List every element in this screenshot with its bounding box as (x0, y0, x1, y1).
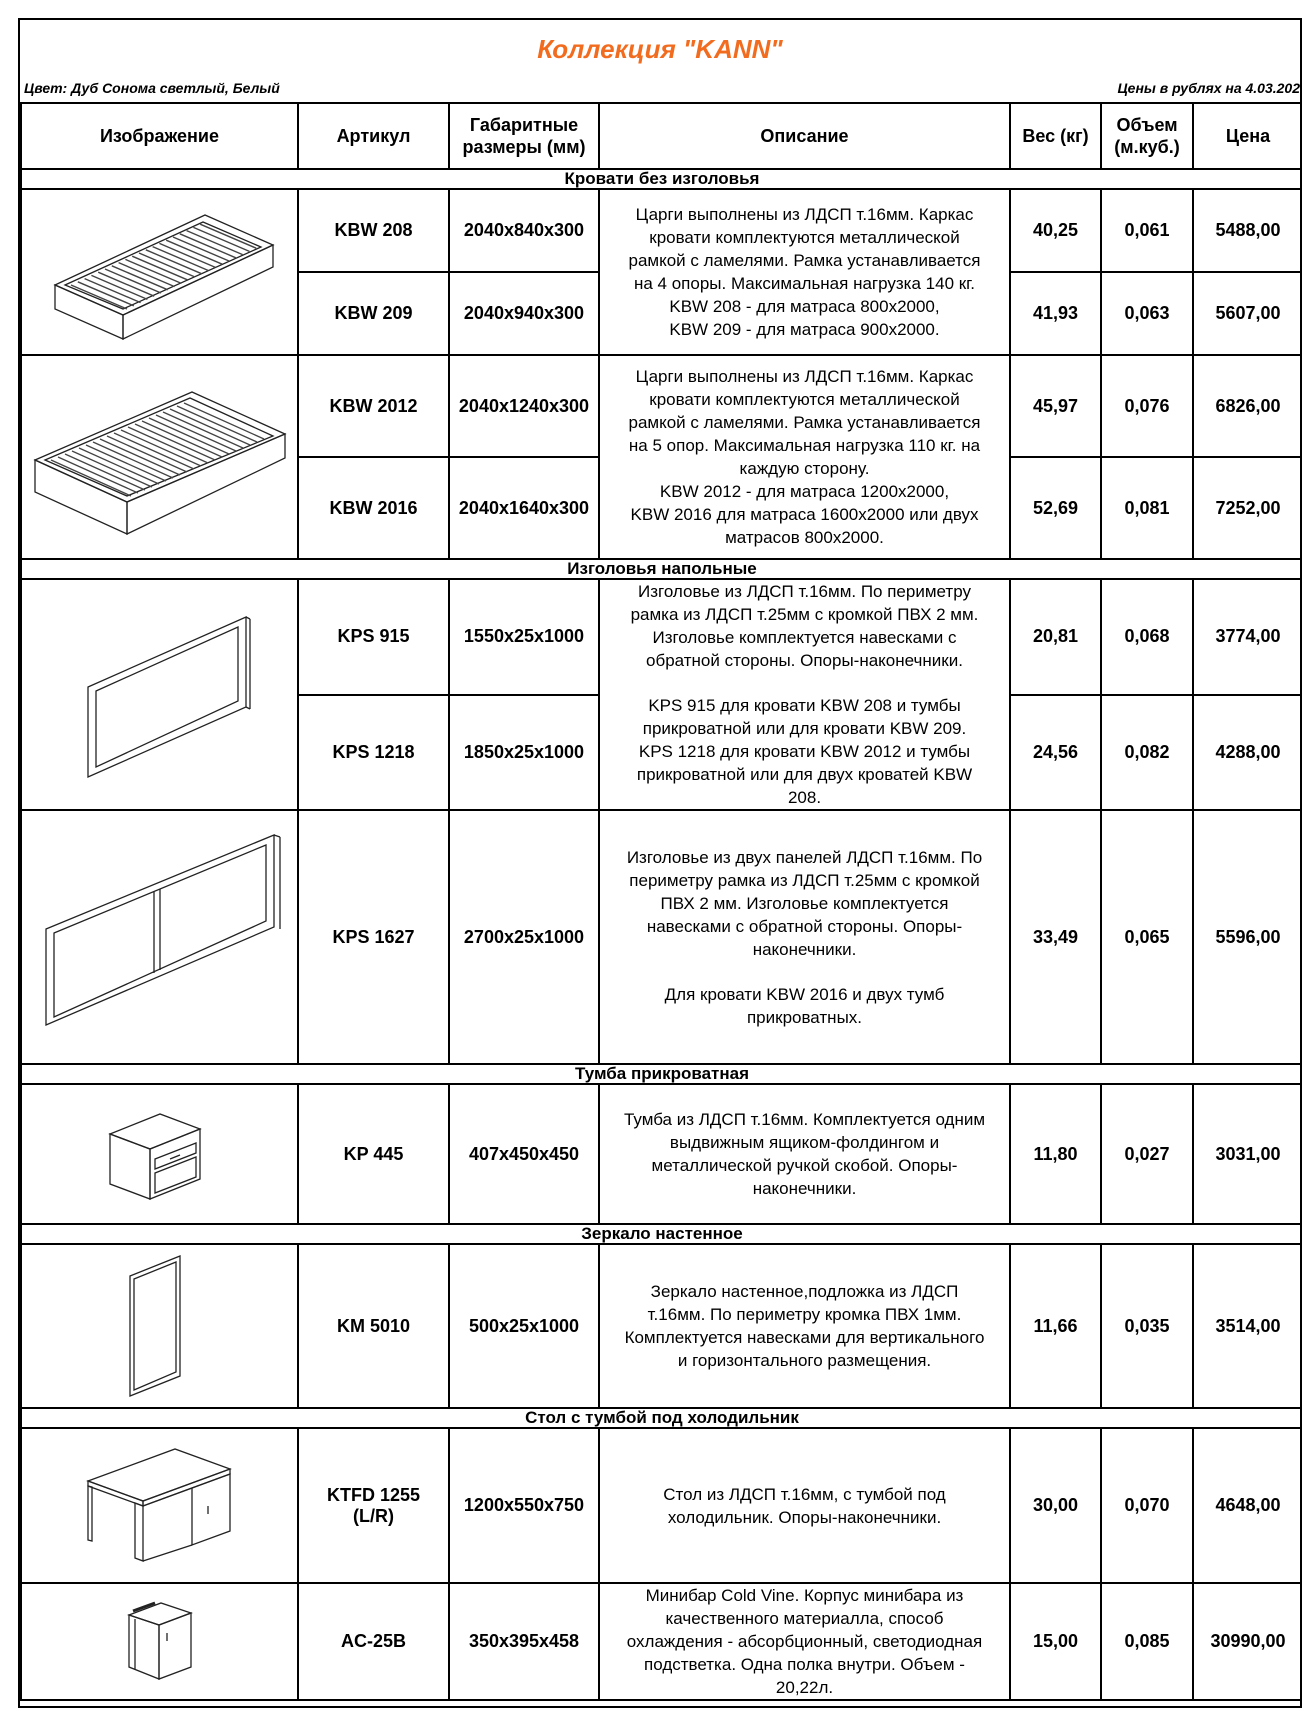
size-km5010: 500x25x1000 (449, 1244, 599, 1408)
desc-line: и горизонтального размещения. (677, 1351, 932, 1370)
desc-line: KPS 915 для кровати KBW 208 и тумбы (648, 696, 961, 715)
desc-line: прикроватной или для кровати KBW 209. (642, 719, 967, 738)
desc-line: KBW 208 - для матраса 800х2000, (669, 297, 940, 316)
desk-image (21, 1428, 298, 1583)
article-kp445: KP 445 (298, 1084, 449, 1224)
nightstand-image (21, 1084, 298, 1224)
nightstand-icon (100, 1099, 220, 1209)
desc-line: каждую сторону. (739, 459, 870, 478)
desc-line: качественного материалла, способ (665, 1609, 944, 1628)
slat-line (98, 272, 154, 296)
price-kps1627: 5596,00 (1193, 810, 1302, 1064)
desc-line: 20,22л. (775, 1678, 834, 1697)
desc-line: на 4 опоры. Максимальная нагрузка 140 кг. (633, 274, 976, 293)
slat-line (159, 243, 215, 267)
desc-line: прикроватных. (746, 1007, 863, 1027)
collection-title: Коллекция "KANN" (537, 34, 783, 64)
price-table (20, 102, 1302, 1701)
article-ktfd1255 (298, 1428, 449, 1583)
article-line: (L/R) (353, 1505, 394, 1526)
description-ac25b (599, 1583, 1010, 1700)
desc-line: Царги выполнены из ЛДСП т.16мм. Каркас (635, 367, 974, 386)
size-ac25b: 350x395x458 (449, 1583, 599, 1700)
table-row (21, 1583, 1302, 1700)
table-row (21, 355, 1302, 457)
desc-line: KPS 1218 для кровати KBW 2012 и тумбы (638, 742, 971, 761)
volume-header-line1: Объем (1116, 115, 1178, 135)
desc-line: т.16мм. По периметру кромка ПВХ 1мм. (647, 1305, 962, 1324)
headboard-single-image (21, 579, 298, 810)
weight-kbw2016: 52,69 (1010, 457, 1101, 559)
col-image-header: Изображение (21, 103, 298, 169)
table-row (21, 1428, 1302, 1583)
size-kbw2012: 2040x1240x300 (449, 355, 599, 457)
weight-ac25b: 15,00 (1010, 1583, 1101, 1700)
desc-line: Изголовье из двух панелей ЛДСП т.16мм. По (626, 847, 983, 867)
desc-line: навесками с обратной стороны. Опоры- (646, 916, 963, 936)
section-desk: Стол с тумбой под холодильник (21, 1408, 1302, 1428)
weight-kps915: 20,81 (1010, 579, 1101, 695)
volume-kbw208: 0,061 (1101, 189, 1193, 272)
weight-kps1218: 24,56 (1010, 695, 1101, 811)
desc-line: на 5 опор. Максимальная нагрузка 110 кг. на (628, 436, 981, 455)
color-note: Цвет: Дуб Сонома светлый, Белый (24, 80, 280, 96)
size-kbw2016: 2040x1640x300 (449, 457, 599, 559)
weight-kbw209: 41,93 (1010, 272, 1101, 355)
article-km5010: KM 5010 (298, 1244, 449, 1408)
desc-line: Тумба из ЛДСП т.16мм. Комплектуется одним (623, 1110, 986, 1129)
double-headboard-icon (30, 817, 290, 1057)
section-headboards: Изголовья напольные (21, 559, 1302, 579)
price-date-note: Цены в рублях на 4.03.202 (1117, 80, 1300, 96)
slat-line (152, 247, 208, 271)
price-kbw2012: 6826,00 (1193, 355, 1302, 457)
size-kbw208: 2040x840x300 (449, 189, 599, 272)
article-kps915: KPS 915 (298, 579, 449, 695)
desc-line: наконечники. (752, 1179, 857, 1198)
price-kp445: 3031,00 (1193, 1084, 1302, 1224)
description-beds-large (599, 355, 1010, 559)
price-kbw209: 5607,00 (1193, 272, 1302, 355)
desc-line: Изголовье комплектуется навесками с (652, 628, 957, 647)
bed-single-image (21, 189, 298, 355)
col-description-header: Описание (599, 103, 1010, 169)
slat-line (132, 256, 188, 280)
article-line: KTFD 1255 (326, 1484, 421, 1505)
minibar-icon (115, 1597, 205, 1687)
desc-line: Стол из ЛДСП т.16мм, с тумбой под (663, 1484, 946, 1504)
article-kps1218: KPS 1218 (298, 695, 449, 811)
description-km5010 (599, 1244, 1010, 1408)
slat-line (145, 250, 201, 274)
price-kps915: 3774,00 (1193, 579, 1302, 695)
weight-ktfd1255: 30,00 (1010, 1428, 1101, 1583)
desc-line: KBW 209 - для матраса 900х2000. (669, 320, 940, 339)
slat-line (179, 234, 235, 258)
slat-line (111, 266, 167, 290)
weight-kps1627: 33,49 (1010, 810, 1101, 1064)
table-row (21, 1084, 1302, 1224)
table-row (21, 810, 1302, 1064)
headboard-icon (60, 595, 260, 795)
article-kbw2012: KBW 2012 (298, 355, 449, 457)
table-row (21, 189, 1302, 272)
price-kbw208: 5488,00 (1193, 189, 1302, 272)
slat-line (118, 263, 174, 287)
article-kps1627: KPS 1627 (298, 810, 449, 1064)
desc-line: KBW 2016 для матраса 1600х2000 или двух (630, 505, 979, 524)
size-kbw209: 2040x940x300 (449, 272, 599, 355)
article-kbw208: KBW 208 (298, 189, 449, 272)
col-dims-header (449, 103, 599, 169)
volume-kbw2012: 0,076 (1101, 355, 1193, 457)
desc-line: матрасов 800х2000. (725, 528, 884, 547)
section-mirror: Зеркало настенное (21, 1224, 1302, 1244)
slat-line (173, 237, 229, 261)
desc-line: рамкой с ламелями. Рамка устанавливается (628, 251, 981, 270)
price-kbw2016: 7252,00 (1193, 457, 1302, 559)
volume-kps915: 0,068 (1101, 579, 1193, 695)
size-ktfd1255: 1200x550x750 (449, 1428, 599, 1583)
volume-kbw209: 0,063 (1101, 272, 1193, 355)
slat-line (84, 279, 140, 303)
desc-line: Зеркало настенное,подложка из ЛДСП (650, 1282, 959, 1301)
desc-line: охлаждения - абсорбционный, светодиодная (626, 1632, 983, 1651)
volume-kps1218: 0,082 (1101, 695, 1193, 811)
slat-line (105, 269, 161, 293)
weight-kbw2012: 45,97 (1010, 355, 1101, 457)
col-volume-header (1101, 103, 1193, 169)
mirror-image (21, 1244, 298, 1408)
weight-kbw208: 40,25 (1010, 189, 1101, 272)
description-kp445 (599, 1084, 1010, 1224)
desc-line: выдвижным ящиком-фолдингом и (669, 1133, 940, 1152)
price-km5010: 3514,00 (1193, 1244, 1302, 1408)
section-nightstand: Тумба прикроватная (21, 1064, 1302, 1084)
description-headboards (599, 579, 1010, 810)
volume-kbw2016: 0,081 (1101, 457, 1193, 559)
col-price-header: Цена (1193, 103, 1302, 169)
desc-line: KBW 2012 - для матраса 1200х2000, (659, 482, 950, 501)
price-sheet (18, 18, 1302, 1708)
volume-kp445: 0,027 (1101, 1084, 1193, 1224)
article-ac25b: AC-25B (298, 1583, 449, 1700)
volume-ac25b: 0,085 (1101, 1583, 1193, 1700)
desc-line: холодильник. Опоры-наконечники. (667, 1507, 942, 1527)
desc-line: прикроватной или для двух кроватей KBW (636, 765, 973, 784)
desc-line: ПВХ 2 мм. Изголовье комплектуется (660, 893, 949, 913)
volume-ktfd1255: 0,070 (1101, 1428, 1193, 1583)
desc-line: Царги выполнены из ЛДСП т.16мм. Каркас (635, 205, 974, 224)
slat-line (125, 259, 181, 283)
volume-km5010: 0,035 (1101, 1244, 1193, 1408)
desc-line: обратной стороны. Опоры-наконечники. (646, 651, 963, 670)
desc-line: Изголовье из ЛДСП т.16мм. По периметру (638, 582, 971, 601)
desc-line: периметру рамка из ЛДСП т.25мм с кромкой (629, 870, 980, 890)
desc-line: наконечники. (752, 939, 857, 959)
size-kps1627: 2700x25x1000 (449, 810, 599, 1064)
slat-line (91, 275, 147, 299)
dims-header-line2: размеры (мм) (462, 137, 586, 157)
size-kps915: 1550x25x1000 (449, 579, 599, 695)
desc-line: кровати комплектуются металлической (649, 228, 960, 247)
price-kps1218: 4288,00 (1193, 695, 1302, 811)
desc-line: рамкой с ламелями. Рамка устанавливается (628, 413, 981, 432)
article-kbw2016: KBW 2016 (298, 457, 449, 559)
section-beds: Кровати без изголовья (21, 169, 1302, 189)
table-header-row (21, 103, 1302, 169)
headboard-double-image (21, 810, 298, 1064)
volume-kps1627: 0,065 (1101, 810, 1193, 1064)
size-kps1218: 1850x25x1000 (449, 695, 599, 811)
desc-line: Для кровати KBW 2016 и двух тумб (664, 984, 945, 1004)
slat-line (71, 285, 127, 309)
weight-km5010: 11,66 (1010, 1244, 1101, 1408)
price-ac25b: 30990,00 (1193, 1583, 1302, 1700)
mirror-icon (120, 1251, 200, 1401)
desc-line: кровати комплектуются металлической (649, 390, 960, 409)
description-kps1627 (599, 810, 1010, 1064)
desc-line: Комплектуется навесками для вертикального (624, 1328, 985, 1347)
table-row (21, 579, 1302, 695)
price-ktfd1255: 4648,00 (1193, 1428, 1302, 1583)
desc-line: Минибар Cold Vine. Корпус минибара из (645, 1586, 964, 1605)
volume-header-line2: (м.куб.) (1114, 137, 1180, 157)
desc-line: рамка из ЛДСП т.25мм с кромкой ПВХ 2 мм. (630, 605, 979, 624)
desk-icon (80, 1441, 240, 1571)
double-bed-icon (27, 362, 292, 552)
single-bed-icon (35, 197, 285, 347)
minibar-image (21, 1583, 298, 1700)
desc-line: подстветка. Одна полка внутри. Объем - (644, 1655, 965, 1674)
bed-double-image (21, 355, 298, 559)
description-ktfd1255 (599, 1428, 1010, 1583)
weight-kp445: 11,80 (1010, 1084, 1101, 1224)
desc-line: металлической ручкой скобой. Опоры- (651, 1156, 958, 1175)
slat-line (200, 224, 256, 248)
slat-line (186, 231, 242, 255)
desc-line: 208. (787, 788, 822, 807)
article-kbw209: KBW 209 (298, 272, 449, 355)
col-article-header: Артикул (298, 103, 449, 169)
description-beds-small (599, 189, 1010, 355)
size-kp445: 407x450x450 (449, 1084, 599, 1224)
col-weight-header: Вес (кг) (1010, 103, 1101, 169)
dims-header-line1: Габаритные (469, 115, 579, 135)
slat-line (139, 253, 195, 277)
table-row (21, 1244, 1302, 1408)
slat-line (166, 240, 222, 264)
